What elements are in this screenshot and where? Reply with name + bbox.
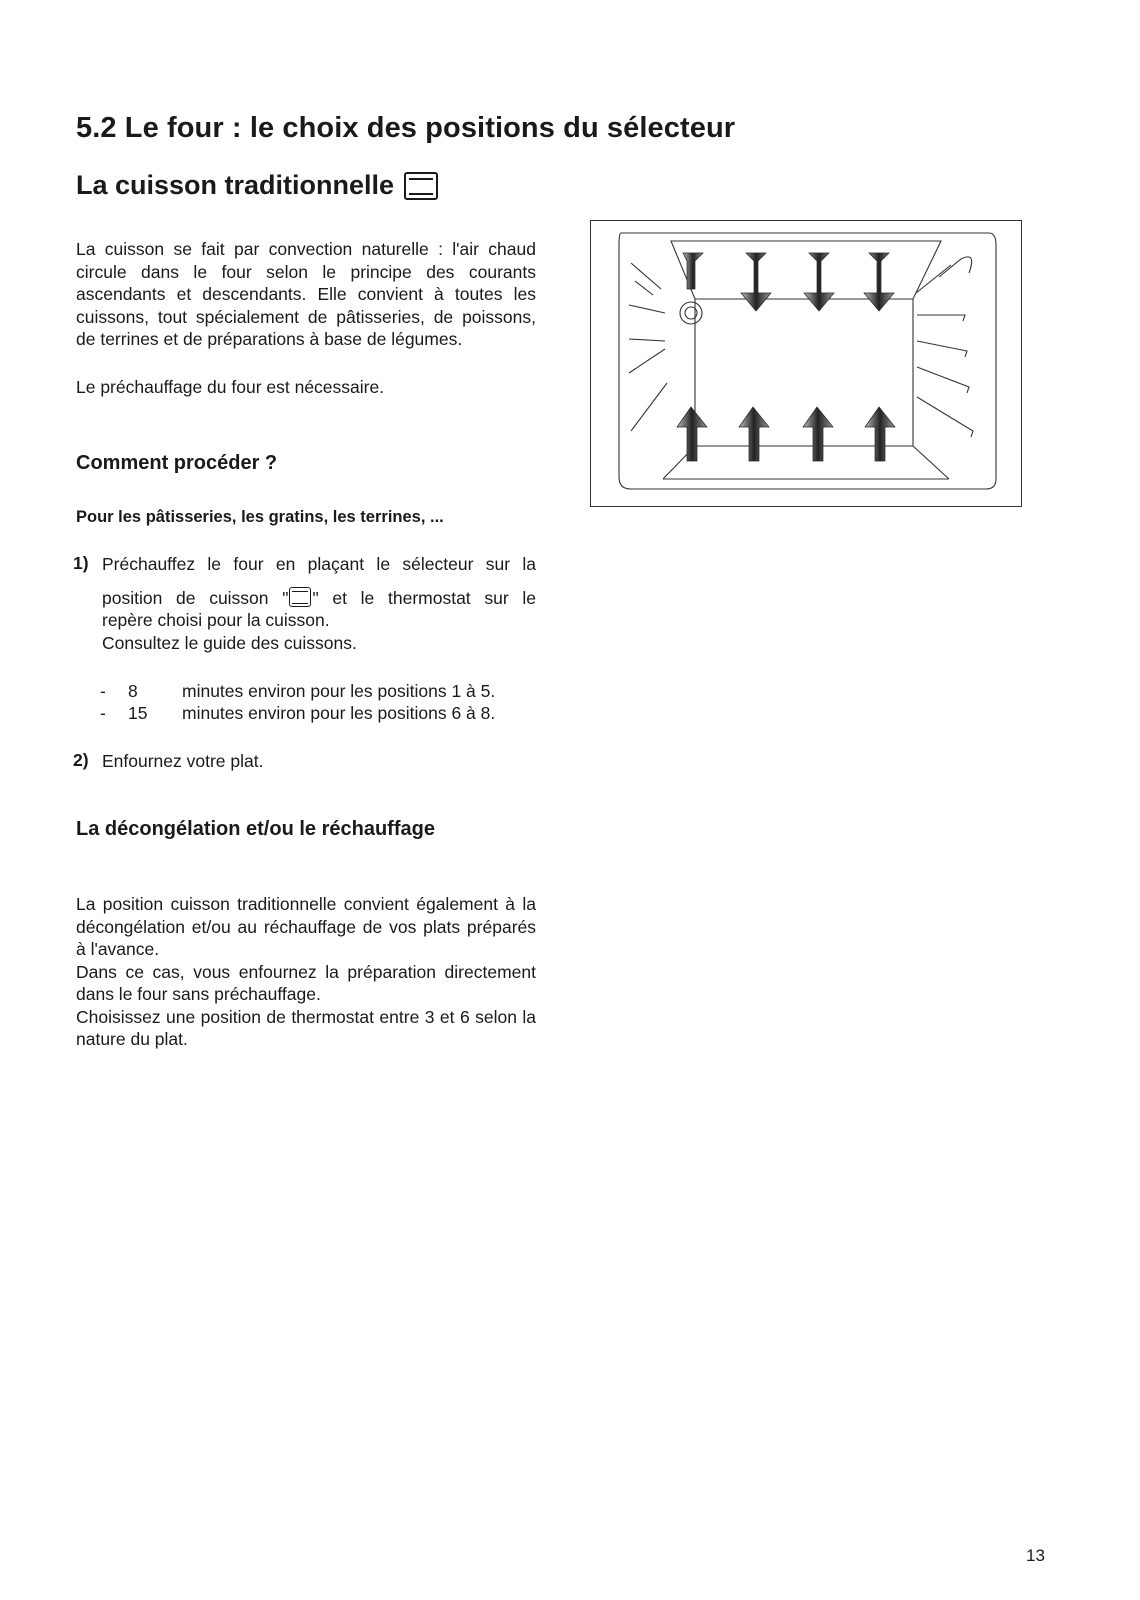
oven-convection-diagram xyxy=(590,220,1022,507)
traditional-cooking-icon-inline xyxy=(289,587,311,607)
traditional-cooking-icon xyxy=(404,172,438,200)
oven-cavity-illustration xyxy=(591,221,1021,506)
step-1-line-1: Préchauffez le four en plaçant le sélecteur sur la xyxy=(102,554,536,574)
section-title: 5.2 Le four : le choix des positions du sélecteur xyxy=(76,112,736,144)
subsection-title-text: La cuisson traditionnelle xyxy=(76,170,395,200)
preheat-time-value: 8 xyxy=(128,681,138,701)
step-1-line-2 xyxy=(102,587,536,610)
step-1-number: 1) xyxy=(73,553,89,573)
step-1-line-3: repère choisi pour la cuisson. xyxy=(102,610,330,630)
defrost-paragraph-2: Dans ce cas, vous enfournez la préparation directement dans le four sans préchauffage. xyxy=(76,961,536,1004)
step-1-text xyxy=(102,553,536,654)
defrost-heading: La décongélation et/ou le réchauffage xyxy=(76,818,435,840)
preheat-note: Le préchauffage du four est nécessaire. xyxy=(76,377,385,397)
right-rail xyxy=(917,341,967,357)
left-rail xyxy=(629,339,665,341)
defrost-paragraph-1: La position cuisson traditionnelle convient également à la décongélation et/ou au réchauffage de vos plats préparés à l'avance. xyxy=(76,894,536,959)
page-number: 13 xyxy=(1026,1546,1045,1565)
fan-heater xyxy=(680,302,702,324)
left-rail xyxy=(631,383,667,431)
step-2-text: Enfournez votre plat. xyxy=(102,751,264,771)
left-rail xyxy=(631,263,661,295)
right-rail xyxy=(917,367,969,393)
list-dash: - xyxy=(100,681,106,701)
left-rail xyxy=(629,349,665,373)
right-rail xyxy=(917,397,973,437)
how-to-heading: Comment procéder ? xyxy=(76,452,278,474)
back-wall-top xyxy=(671,241,941,299)
step-1-line-2-before: position de cuisson " xyxy=(102,587,289,608)
left-rail xyxy=(629,305,665,313)
subsection-title xyxy=(76,170,438,201)
list-dash: - xyxy=(100,703,106,723)
intro-paragraph: La cuisson se fait par convection naturelle : l'air chaud circule dans le four selon le principe des courants ascendants et descendants. Elle convient à toutes les cuissons, tout spécialement de pâtisseries, de poissons, de terrines et de préparations à base de légumes. xyxy=(76,239,536,349)
cavity-outline xyxy=(619,233,996,489)
floor-edges xyxy=(663,446,949,479)
step-1-line-4: Consultez le guide des cuissons. xyxy=(102,632,357,653)
defrost-paragraph-3: Choisissez une position de thermostat entre 3 et 6 selon la nature du plat. xyxy=(76,1006,536,1049)
right-rail xyxy=(917,315,965,321)
preheat-time-text: minutes environ pour les positions 6 à 8. xyxy=(182,703,496,723)
uses-heading: Pour les pâtisseries, les gratins, les terrines, ... xyxy=(76,508,444,526)
preheat-time-value: 15 xyxy=(128,703,148,723)
preheat-time-text: minutes environ pour les positions 1 à 5. xyxy=(182,681,496,701)
step-1-line-2-after: " et le thermostat sur le xyxy=(312,587,537,608)
step-2-number: 2) xyxy=(73,750,89,770)
defrost-text xyxy=(76,893,536,1051)
